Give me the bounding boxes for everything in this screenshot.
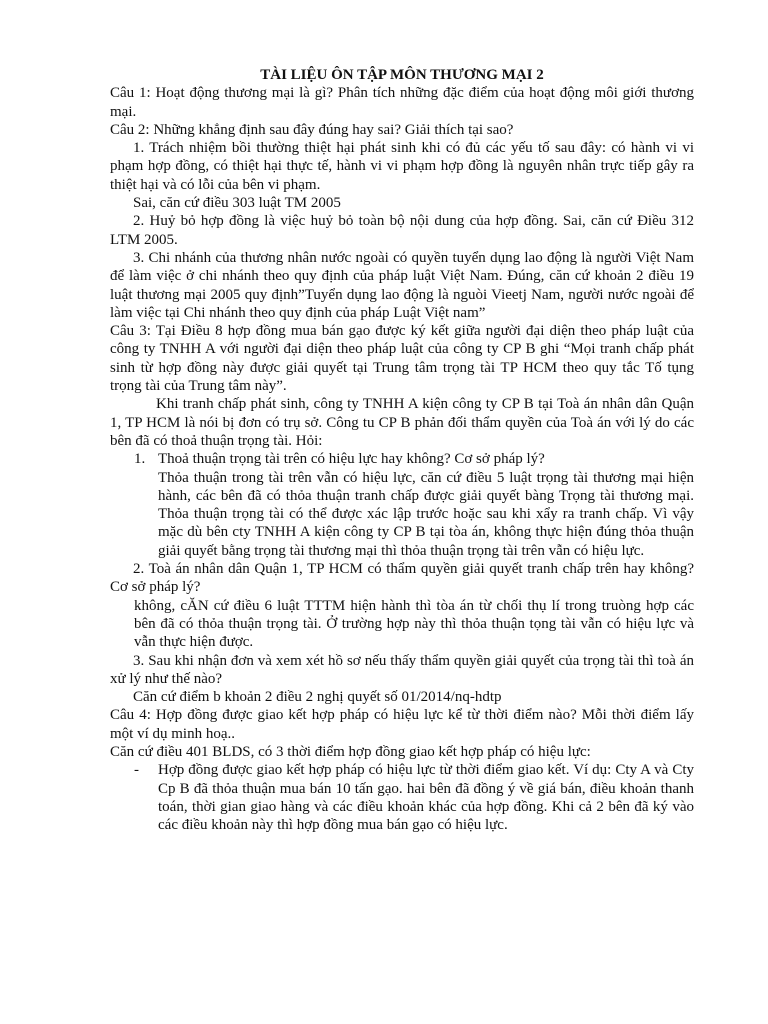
question-2-item-2: 2. Huỷ bỏ hợp đồng là việc huỷ bỏ toàn bộ nội dung của hợp đồng. Sai, căn cứ Điều 312 LTM 2005.: [110, 213, 694, 248]
question-4-bullet-1-text: Hợp đồng được giao kết hợp pháp có hiệu lực từ thời điểm giao kết. Ví dụ: Cty A và Cty Cp B đã thỏa thuận mua bán 10 tấn gạo. hai bên đã đồng ý về giá bán, điều khoản thanh toán, thời gian giao hàng và các điều khoản khác của hợp đồng. Khi cả 2 bên đã ký vào các điều khoản này thì hợp đồng mua bán gạo có hiệu lực.: [158, 762, 694, 834]
question-3-item-1: [110, 450, 694, 468]
question-3-item-3-answer: Căn cứ điểm b khoản 2 điều 2 nghị quyết số 01/2014/nq-hdtp: [133, 689, 502, 706]
question-4-bullet-1: [110, 761, 694, 834]
document-title: TÀI LIỆU ÔN TẬP MÔN THƯƠNG MẠI 2: [260, 67, 544, 83]
question-2-item-1: 1. Trách nhiệm bồi thường thiệt hại phát sinh khi có đủ các yếu tố sau đây: có hành vi vi phạm hợp đồng, có thiệt hại thực tế, hành vi vi phạm hợp đồng là nguyên nhân trực tiếp gây ra thiệt hại và có lỗi của bên vi phạm.: [110, 140, 694, 193]
question-3-item-3: 3. Sau khi nhận đơn và xem xét hồ sơ nếu thấy thẩm quyền giải quyết của trọng tài thì toà án xử lý như thế nào?: [110, 652, 694, 687]
question-2-item-1-answer: Sai, căn cứ điều 303 luật TM 2005: [133, 195, 341, 212]
document-page: [110, 66, 694, 834]
question-3: Câu 3: Tại Điều 8 hợp đồng mua bán gạo được ký kết giữa người đại diện theo pháp luật của công ty TNHH A với người đại diện theo pháp luật của công ty CP B ghi “Mọi tranh chấp phát sinh từ hợp đồng này được giải quyết tại Trung tâm trọng tài TP HCM theo quy tắc Tố tụng trọng tài của Trung tâm này”.: [110, 323, 694, 395]
question-4: Câu 4: Hợp đồng được giao kết hợp pháp có hiệu lực kể từ thời điểm nào? Mỗi thời điểm lấy một ví dụ minh hoạ..: [110, 707, 694, 742]
question-2-item-3: 3. Chi nhánh của thương nhân nước ngoài có quyền tuyển dụng lao động là người Việt Nam để làm việc ở chi nhánh theo quy định của pháp luật Việt Nam. Đúng, căn cứ khoản 2 điều 19 luật thương mại 2005 quy định”Tuyển dụng lao động là nguòi Vieetj Nam, người nước ngoài để làm việc tại Chi nhánh theo quy định của pháp Luật Việt nam”: [110, 249, 694, 321]
question-3-case: Khi tranh chấp phát sinh, công ty TNHH A kiện công ty CP B tại Toà án nhân dân Quận 1, TP HCM là nói bị đơn có trụ sở. Công tu CP B phản đối thẩm quyền của Toà án với lý do các bên đã có thoả thuận trọng tài. Hỏi:: [110, 396, 694, 449]
question-2: Câu 2: Những khẳng định sau đây đúng hay sai? Giải thích tại sao?: [110, 121, 514, 138]
list-marker: 1.: [134, 451, 146, 468]
question-4-answer: Căn cứ điều 401 BLDS, có 3 thời điểm hợp đồng giao kết hợp pháp có hiệu lực:: [110, 743, 591, 760]
question-1: Câu 1: Hoạt động thương mại là gì? Phân tích những đặc điểm của hoạt động môi giới thương mại.: [110, 85, 694, 120]
bullet-marker: -: [134, 762, 139, 779]
question-3-item-1-answer: Thỏa thuận trong tài trên vẫn có hiệu lực, căn cứ điều 5 luật trọng tài thương mại hiện hành, các bên đã có thỏa thuận tranh chấp được giải quyết bàng Trọng tài thương mại. Thỏa thuận trọng tài có thể được xác lập trước hoặc sau khi xẩy ra tranh chấp. Vì vậy mặc dù bên cty TNHH A kiện công ty CP B tại tòa án, không thực hiện đúng thỏa thuận giải quyết bằng trọng tài thương mại thì thỏa thuận trọng tài trên vẫn có hiệu lực.: [158, 469, 694, 559]
question-3-item-2: 2. Toà án nhân dân Quận 1, TP HCM có thẩm quyền giải quyết tranh chấp trên hay không? Cơ sở pháp lý?: [110, 561, 694, 596]
question-3-item-1-text: Thoả thuận trọng tài trên có hiệu lực hay không? Cơ sở pháp lý?: [158, 451, 545, 468]
question-3-item-2-answer: không, cĂN cứ điều 6 luật TTTM hiện hành thì tòa án từ chối thụ lí trong truòng hợp các bên đã có thỏa thuận trọng tài. Ở trường hợp này thì thỏa thuận tọng tài vẫn có hiệu lực và vẫn thực hiện được.: [134, 597, 694, 651]
